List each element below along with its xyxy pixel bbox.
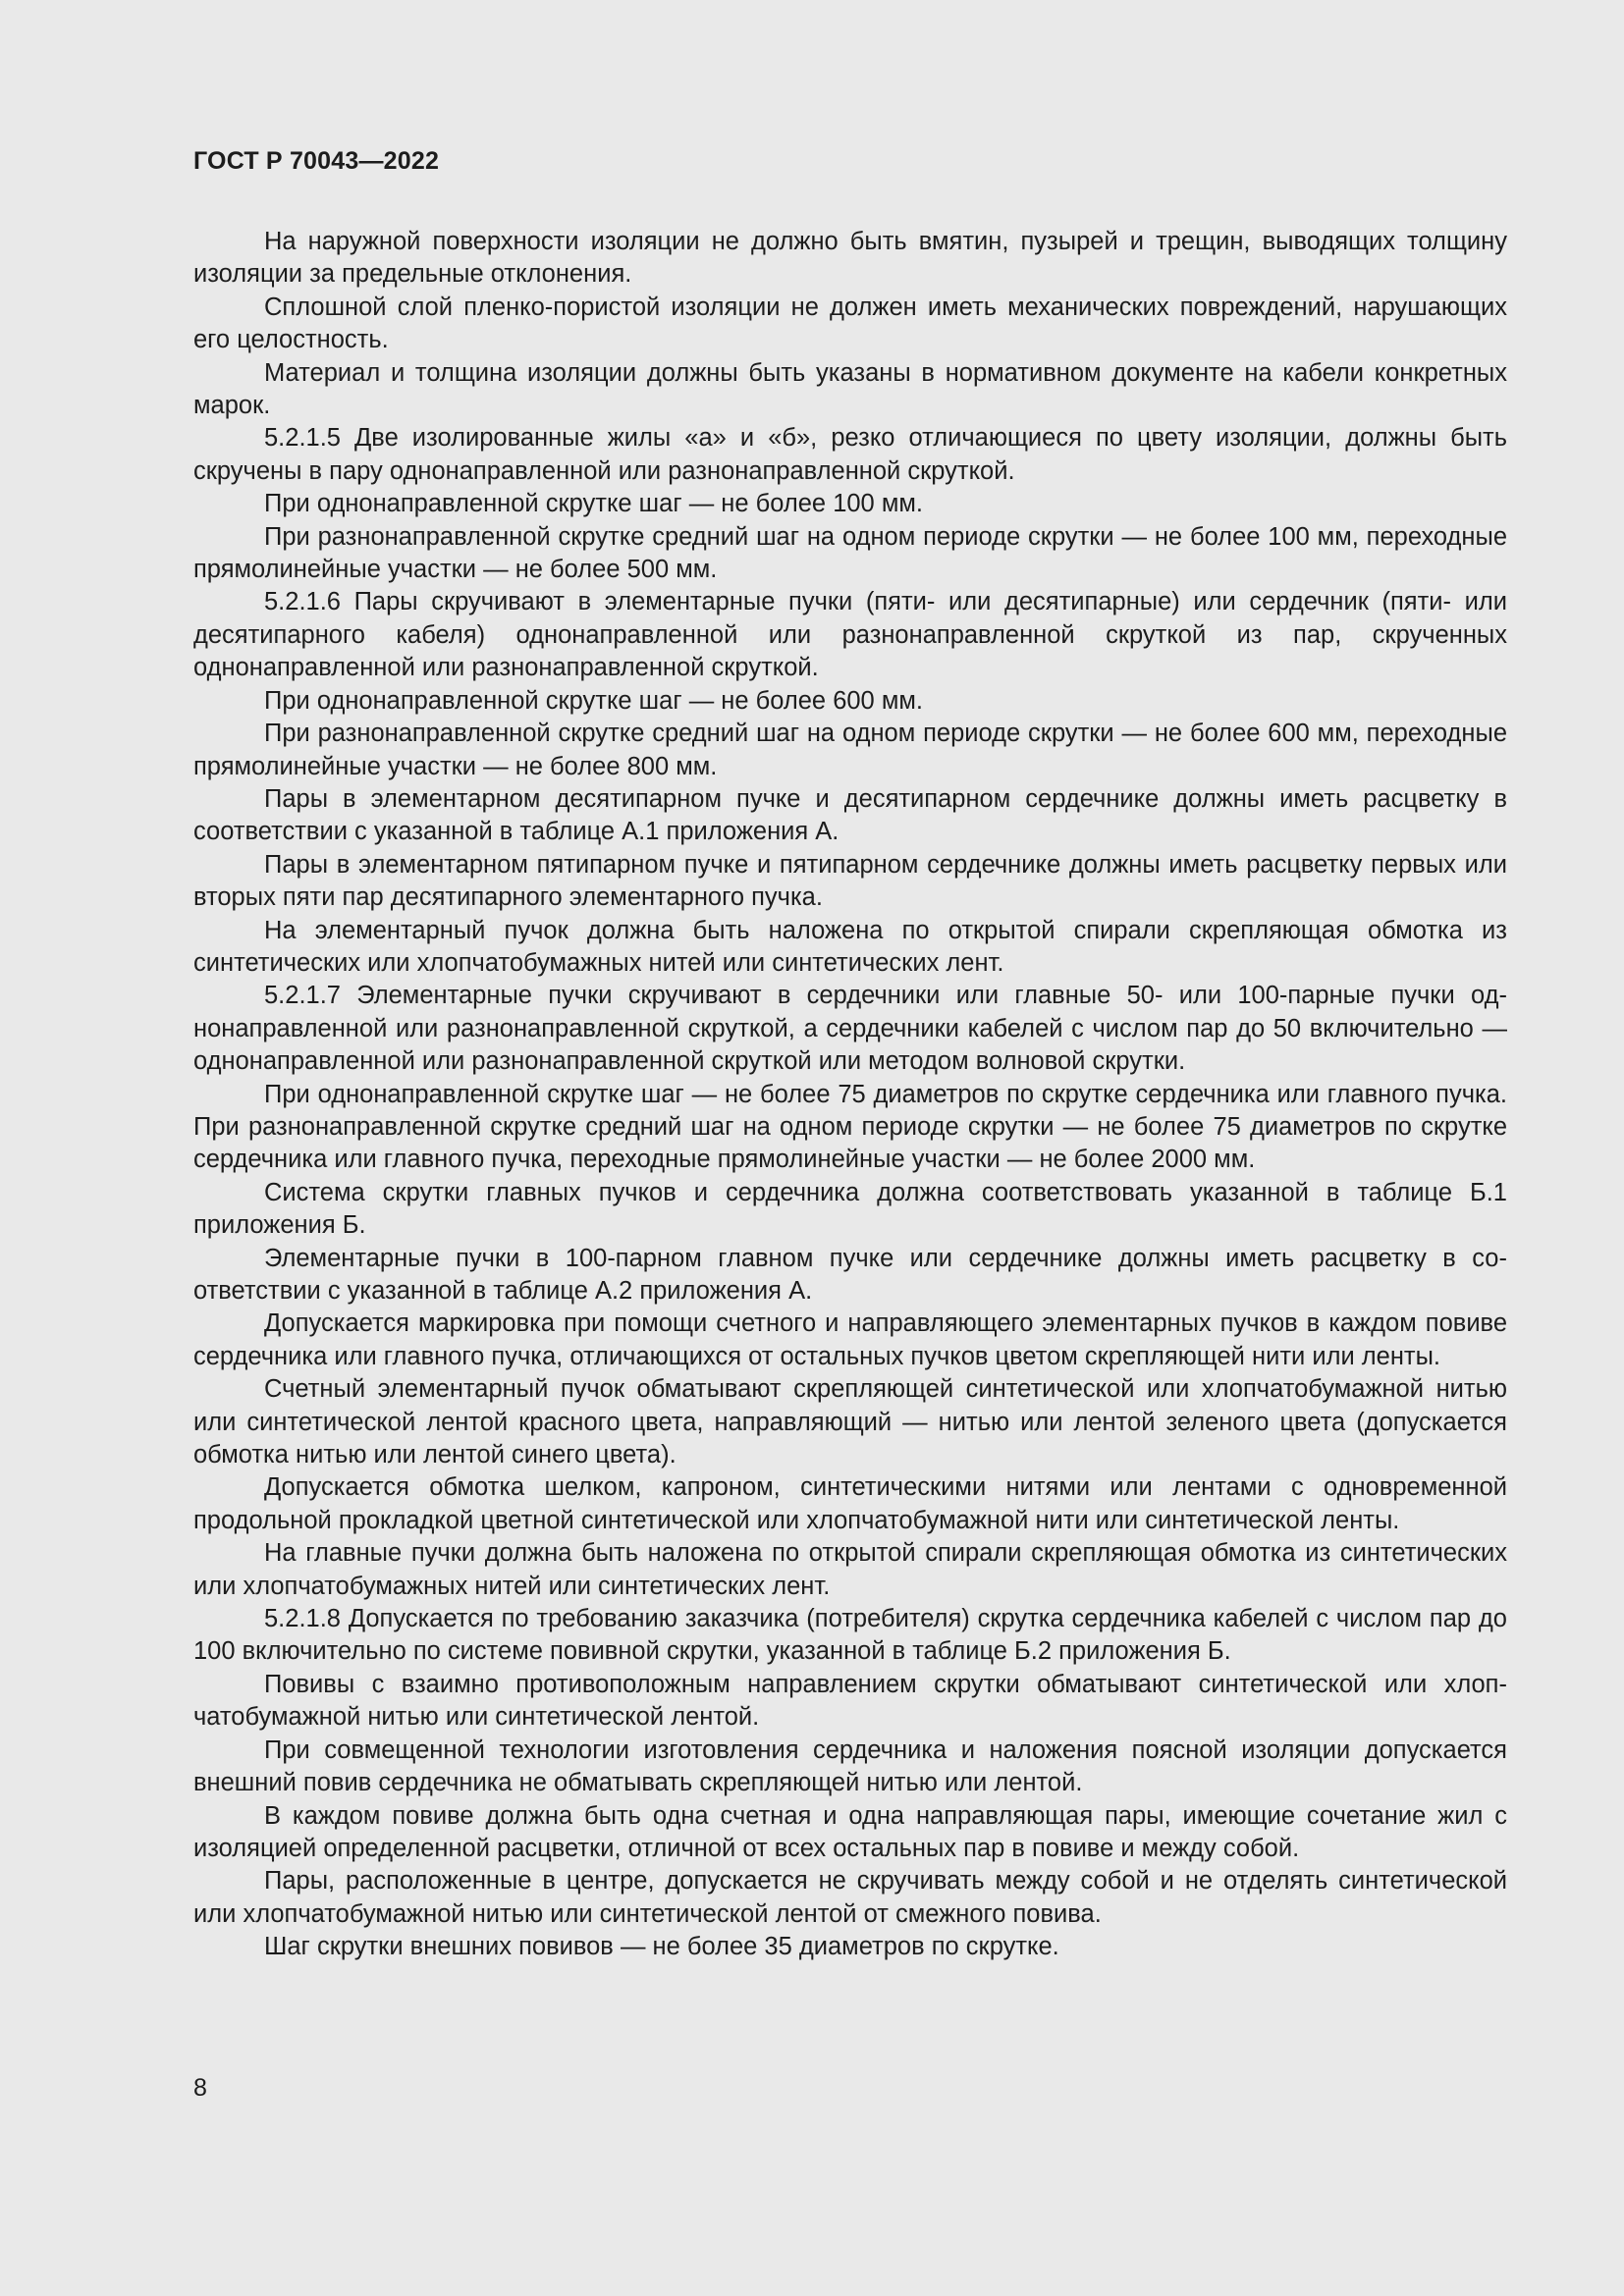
paragraph: 5.2.1.8 Допускается по требованию заказчика (потребителя) скрутка сердечника кабелей с числом пар до 100 включительно по системе повивной скрутки, указанной в таблице Б.2 приложения Б. <box>193 1605 1507 1666</box>
paragraph: 5.2.1.7 Элементарные пучки скручивают в сердечники или главные 50- или 100-парные пучки однонаправленной или разнонаправленной скруткой, а сердечники кабелей с числом пар до 50 включительно — однонаправленной или разнонаправленной скруткой или методом волновой скрутки. <box>193 982 1507 1076</box>
paragraph: Пары, расположенные в центре, допускается не скручивать между собой и не отделять синтетической или хлопчатобумажной нитью или синтетической лентой от смежного повива. <box>193 1867 1507 1928</box>
paragraph: На элементарный пучок должна быть наложена по открытой спирали скрепляющая обмотка из синтетических или хлопчатобумажных нитей или синтетических лент. <box>193 916 1507 977</box>
paragraph: При однонаправленной скрутке шаг — не более 100 мм. <box>264 490 923 518</box>
paragraph: 5.2.1.6 Пары скручивают в элементарные пучки (пяти- или десятипарные) или сердечник (пяти- или десятипарного кабеля) однонаправленной или разнонаправленной скруткой из пар, скрученных однонаправленной или разнонаправленной скруткой. <box>193 588 1507 682</box>
paragraph: Система скрутки главных пучков и сердечника должна соответствовать указанной в таблице Б.1 приложения Б. <box>193 1178 1507 1240</box>
paragraph: При разнонаправленной скрутке средний шаг на одном периоде скрутки — не более 600 мм, переходные прямолинейные участки — не более 800 мм. <box>193 720 1507 780</box>
paragraph: На наружной поверхности изоляции не должно быть вмятин, пузырей и трещин, выводящих толщину изоляции за предельные отклонения. <box>193 228 1507 289</box>
paragraph: В каждом повиве должна быть одна счетная и одна направляющая пары, имеющие сочетание жил с изоляцией определенной расцветки, отличной от всех остальных пар в повиве и между собой. <box>193 1801 1507 1862</box>
paragraph: На главные пучки должна быть наложена по открытой спирали скрепляющая обмотка из синтетических или хлопчатобумажных нитей или синтетических лент. <box>193 1539 1507 1600</box>
paragraph: Материал и толщина изоляции должны быть указаны в нормативном документе на кабели конкретных марок. <box>193 358 1507 420</box>
paragraph: Пары в элементарном пятипарном пучке и пятипарном сердечнике должны иметь расцветку первых или вторых пяти пар десятипарного элементарного пучка. <box>193 850 1507 912</box>
paragraph: При совмещенной технологии изготовления сердечника и наложения поясной изоляции допускается внешний повив сердечника не обматывать скрепляющей нитью или лентой. <box>193 1735 1507 1797</box>
paragraph: При однонаправленной скрутке шаг — не более 75 диаметров по скрутке сердечника или главного пучка. При разнонаправленной скрутке средний шаг на одном периоде скрутки — не более 75 диаметров по скрутке сердечника или главного пучка, переходные прямолинейные участки — не более 2000 мм. <box>193 1080 1507 1174</box>
document-body <box>193 226 1507 1964</box>
paragraph: Шаг скрутки внешних повивов — не более 35 диаметров по скрутке. <box>264 1933 1059 1961</box>
paragraph: Пары в элементарном десятипарном пучке и десятипарном сердечнике должны иметь расцветку в соответствии с указанной в таблице А.1 приложения А. <box>193 784 1507 846</box>
paragraph: Допускается маркировка при помощи счетного и направляющего элементарных пучков в каждом повиве сердечника или главного пучка, отличающихся от остальных пучков цветом скрепляющей нити или ленты. <box>193 1309 1507 1370</box>
page-number: 8 <box>193 2074 207 2102</box>
paragraph: Счетный элементарный пучок обматывают скрепляющей синтетической или хлопчатобумажной нитью или синтетической лентой красного цвета, направляющий — нитью или лентой зеленого цвета (допускается обмотка нитью или лентой синего цвета). <box>193 1375 1507 1469</box>
paragraph: При однонаправленной скрутке шаг — не более 600 мм. <box>264 686 923 715</box>
paragraph: Сплошной слой пленко-пористой изоляции не должен иметь механических повреждений, нарушающих его целостность. <box>193 293 1507 354</box>
standard-header: ГОСТ Р 70043—2022 <box>193 147 440 175</box>
paragraph: Элементарные пучки в 100-парном главном пучке или сердечнике должны иметь расцветку в соответствии с указанной в таблице А.2 приложения А. <box>193 1244 1507 1305</box>
paragraph: При разнонаправленной скрутке средний шаг на одном периоде скрутки — не более 100 мм, переходные прямолинейные участки — не более 500 мм. <box>193 522 1507 584</box>
paragraph: 5.2.1.5 Две изолированные жилы «а» и «б», резко отличающиеся по цвету изоляции, должны быть скручены в пару однонаправленной или разнонаправленной скруткой. <box>193 424 1507 485</box>
paragraph: Повивы с взаимно противоположным направлением скрутки обматывают синтетической или хлопчатобумажной нитью или синтетической лентой. <box>193 1670 1507 1732</box>
paragraph: Допускается обмотка шелком, капроном, синтетическими нитями или лентами с одновременной продольной прокладкой цветной синтетической или хлопчатобумажной нити или синтетической ленты. <box>193 1473 1507 1534</box>
